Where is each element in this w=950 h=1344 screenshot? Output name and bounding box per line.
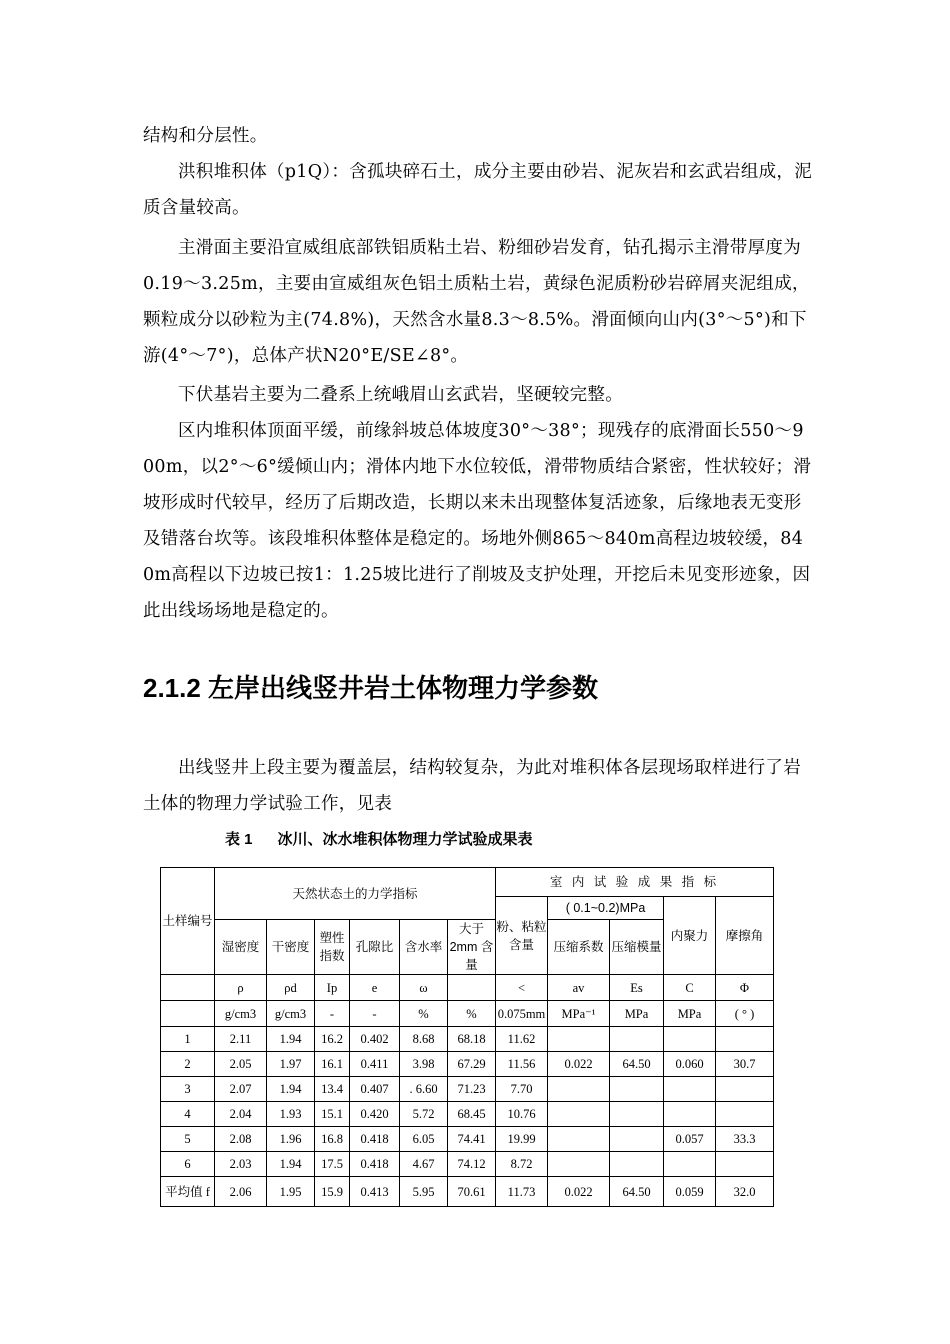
table-cell [716,1027,774,1052]
table-cell: 15.1 [315,1102,350,1127]
table-cell: 67.29 [448,1052,496,1077]
table-cell: 2.05 [215,1052,267,1077]
table-cell: 11.56 [496,1052,548,1077]
header-pressure-range: ( 0.1~0.2)MPa [548,897,664,920]
symbol-cell: < [496,975,548,1001]
table-cell: 0.418 [350,1152,400,1177]
header-dry-density: 干密度 [267,920,315,975]
table-cell: 2.06 [215,1177,267,1207]
table-cell: 1.96 [267,1127,315,1152]
table-cell: 70.61 [448,1177,496,1207]
table-row-average [161,1177,774,1207]
table-cell: 64.50 [610,1052,664,1077]
paragraph-6: 出线竖井上段主要为覆盖层，结构较复杂，为此对堆积体各层现场取样进行了岩土体的物理力学试验工作，见表 [143,758,801,814]
symbol-cell: ω [400,975,448,1001]
table-cell [610,1152,664,1177]
table-cell [664,1077,716,1102]
table-cell: 16.2 [315,1027,350,1052]
test-results-table [160,867,774,1207]
table-cell: 68.45 [448,1102,496,1127]
table-cell: 13.4 [315,1077,350,1102]
unit-cell: MPa⁻¹ [548,1001,610,1027]
table-cell: 1.94 [267,1152,315,1177]
table-row [161,1127,774,1152]
table-cell [548,1127,610,1152]
table-cell [716,1102,774,1127]
table-cell [664,1027,716,1052]
table-cell [610,1077,664,1102]
table-cell: 10.76 [496,1102,548,1127]
symbol-cell: av [548,975,610,1001]
table-cell-sample: 5 [161,1127,215,1152]
table-cell: 1.93 [267,1102,315,1127]
table-cell [548,1102,610,1127]
table-cell: 2.07 [215,1077,267,1102]
table-cell: 32.0 [716,1177,774,1207]
unit-cell: - [350,1001,400,1027]
symbol-cell: C [664,975,716,1001]
table-cell: 0.407 [350,1077,400,1102]
table-cell: 11.73 [496,1177,548,1207]
table-cell-sample: 3 [161,1077,215,1102]
table-cell: 2.04 [215,1102,267,1127]
table-row [161,1077,774,1102]
table-cell: 0.420 [350,1102,400,1127]
table-cell: 0.022 [548,1177,610,1207]
table-cell: 0.418 [350,1127,400,1152]
table-cell-sample: 1 [161,1027,215,1052]
table-cell [610,1127,664,1152]
table-cell: 64.50 [610,1177,664,1207]
table-cell: 19.99 [496,1127,548,1152]
unit-cell: % [448,1001,496,1027]
symbol-cell: ρ [215,975,267,1001]
table-cell [664,1102,716,1127]
header-compress-modulus: 压缩模量 [610,920,664,975]
table-cell: 6.05 [400,1127,448,1152]
table-cell [548,1027,610,1052]
table-cell: 8.72 [496,1152,548,1177]
header-friction: 摩擦角 [716,897,774,975]
table-cell: 1.97 [267,1052,315,1077]
table-cell: 7.70 [496,1077,548,1102]
table-cell: 5.95 [400,1177,448,1207]
header-silt-clay: 粉、粘粒 含量 [496,897,548,975]
table-cell: 15.9 [315,1177,350,1207]
header-water-content: 含水率 [400,920,448,975]
table-cell: . 6.60 [400,1077,448,1102]
table-cell-sample: 平均值 f [161,1177,215,1207]
table-cell: 1.94 [267,1027,315,1052]
header-plasticity: 塑性指数 [315,920,350,975]
header-cohesion: 内聚力 [664,897,716,975]
header-over-2mm: 大于 2mm 含量 [448,920,496,975]
table-body [161,1027,774,1207]
unit-cell: g/cm3 [267,1001,315,1027]
symbol-cell: e [350,975,400,1001]
section-heading: 2.1.2 左岸出线竖井岩土体物理力学参数 [143,673,599,703]
table-cell: 2.08 [215,1127,267,1152]
header-sample-no: 土样编号 [161,868,215,975]
symbol-cell: Ip [315,975,350,1001]
table-cell: 0.413 [350,1177,400,1207]
unit-cell: - [315,1001,350,1027]
unit-cell: ( ° ) [716,1001,774,1027]
unit-cell: MPa [664,1001,716,1027]
unit-cell-blank [161,1001,215,1027]
paragraph-4: 下伏基岩主要为二叠系上统峨眉山玄武岩，坚硬较完整。 [178,385,623,405]
table-cell-sample: 2 [161,1052,215,1077]
header-lab-group: 室 内 试 验 成 果 指 标 [496,868,774,897]
table-row [161,1052,774,1077]
table-cell: 0.057 [664,1127,716,1152]
symbol-cell: ρd [267,975,315,1001]
table-cell: 16.1 [315,1052,350,1077]
table-cell: 1.95 [267,1177,315,1207]
table-cell: 0.402 [350,1027,400,1052]
table-cell-sample: 4 [161,1102,215,1127]
table-row [161,1152,774,1177]
table-cell: 71.23 [448,1077,496,1102]
header-porosity: 孔隙比 [350,920,400,975]
table-row [161,1027,774,1052]
unit-cell: MPa [610,1001,664,1027]
header-wet-density: 湿密度 [215,920,267,975]
paragraph-1: 结构和分层性。 [143,126,268,146]
unit-cell: 0.075mm [496,1001,548,1027]
table-cell: 74.12 [448,1152,496,1177]
table-cell: 4.67 [400,1152,448,1177]
table-cell: 11.62 [496,1027,548,1052]
symbol-cell [448,975,496,1001]
table-cell: 68.18 [448,1027,496,1052]
table-cell: 33.3 [716,1127,774,1152]
table-cell: 0.411 [350,1052,400,1077]
table-cell [610,1102,664,1127]
symbol-cell: Es [610,975,664,1001]
table-cell: 2.11 [215,1027,267,1052]
table-cell: 2.03 [215,1152,267,1177]
table-cell: 0.059 [664,1177,716,1207]
symbol-cell: Φ [716,975,774,1001]
table-cell: 16.8 [315,1127,350,1152]
table-cell: 30.7 [716,1052,774,1077]
table-cell [548,1077,610,1102]
table-cell: 1.94 [267,1077,315,1102]
table-cell: 0.022 [548,1052,610,1077]
unit-cell: g/cm3 [215,1001,267,1027]
table-cell [610,1027,664,1052]
table-cell: 17.5 [315,1152,350,1177]
table-cell [664,1152,716,1177]
table-cell: 8.68 [400,1027,448,1052]
table-cell: 3.98 [400,1052,448,1077]
paragraph-2: 洪积堆积体（p1Q）：含孤块碎石土，成分主要由砂岩、泥灰岩和玄武岩组成，泥质含量较高。 [143,162,813,218]
table-caption: 表 1 冰川、冰水堆积体物理力学试验成果表 [225,831,533,848]
table-cell [716,1152,774,1177]
paragraph-3: 主滑面主要沿宣威组底部铁铝质粘土岩、粉细砂岩发育，钻孔揭示主滑带厚度为0.19～3.25m，主要由宣威组灰色铝土质粘土岩，黄绿色泥质粉砂岩碎屑夹泥组成，颗粒成分以砂粒为主(74.8%)，天然含水量8.3～8.5%。滑面倾向山内(3°～5°)和下游(4°～7°)，总体产状N20°E/SE∠8°。 [143,238,810,366]
header-compress-coef: 压缩系数 [548,920,610,975]
table-cell: 5.72 [400,1102,448,1127]
unit-cell: % [400,1001,448,1027]
table-cell [716,1077,774,1102]
table-cell [548,1152,610,1177]
paragraph-5: 区内堆积体顶面平缓，前缘斜坡总体坡度30°～38°；现残存的底滑面长550～900m，以2°～6°缓倾山内；滑体内地下水位较低，滑带物质结合紧密，性状较好；滑坡形成时代较早，经历了后期改造，长期以来未出现整体复活迹象，后缘地表无变形及错落台坎等。该段堆积体整体是稳定的。场地外侧865～840m高程边坡较缓，840m高程以下边坡已按1：1.25坡比进行了削坡及支护处理，开挖后未见变形迹象，因此出线场场地是稳定的。 [143,421,812,621]
table-row [161,1102,774,1127]
table-cell: 0.060 [664,1052,716,1077]
header-natural-group: 天然状态土的力学指标 [215,868,496,920]
table-cell: 74.41 [448,1127,496,1152]
table-cell-sample: 6 [161,1152,215,1177]
symbol-cell-blank [161,975,215,1001]
